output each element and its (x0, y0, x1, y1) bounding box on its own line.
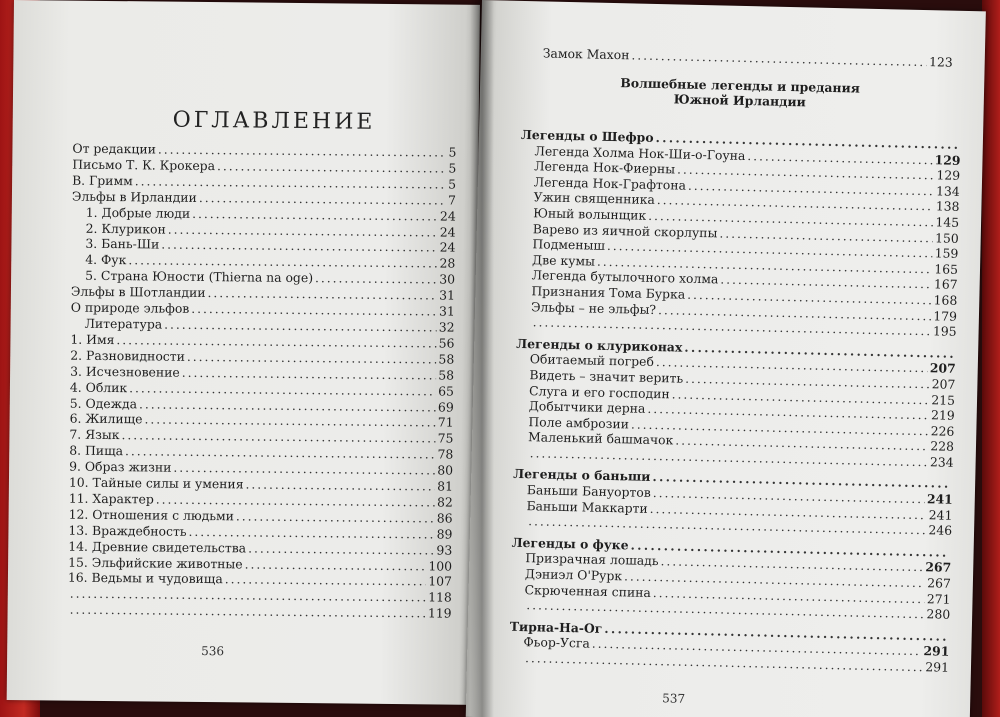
toc-entry-label: 1. Имя (70, 331, 115, 347)
toc-entry-label: Легенда Нок-Фиерны (534, 158, 676, 177)
toc-entry-page: 271 (926, 590, 951, 607)
toc-entry-page: 123 (928, 54, 953, 70)
book-gutter-shadow (470, 0, 494, 717)
toc-entry-label: 9. Образ жизни (69, 458, 172, 475)
toc-entry-label: Легенды о клуриконах (516, 335, 683, 355)
subtitle-line-1: Волшебные легенды и предания (620, 75, 861, 96)
toc-entry-page: 86 (436, 510, 453, 526)
toc-entry-page: 195 (932, 323, 957, 339)
toc-entry-label: Слуга и его господин (528, 382, 670, 401)
toc-entry-page: 165 (934, 261, 959, 277)
toc-entry-page: 134 (935, 183, 960, 199)
toc-entry-label: 5. Страна Юности (Thierna na oge) (85, 268, 314, 286)
toc-entry-label: Обитаемый погреб (529, 351, 655, 370)
toc-entry-page: 78 (437, 446, 454, 462)
section-subtitle (590, 74, 891, 111)
toc-entry-page: 58 (438, 351, 455, 367)
toc-entry-page: 291 (923, 643, 950, 660)
toc-entry-label: Две кумы (531, 251, 596, 269)
toc-entry-label: В. Гримм (72, 172, 133, 189)
toc-entry-page: 138 (935, 198, 960, 215)
toc-entry-label: 4. Облик (69, 379, 128, 395)
toc-entry-page: 291 (925, 659, 950, 675)
toc-entry-page: 118 (428, 589, 452, 605)
toc-entry-label: 2. Клурикон (85, 220, 166, 237)
toc-entry-label: Маленький башмачок (527, 429, 674, 448)
toc-entry-label: 16. Ведьмы и чудовища (67, 570, 223, 587)
toc-entry-label: Баньши Маккарти (526, 497, 648, 516)
toc-entry-page: 58 (438, 367, 455, 383)
toc-entry-page: 31 (439, 287, 456, 303)
toc-entry-label: 7. Язык (69, 426, 120, 443)
toc-entry-page: 145 (935, 214, 960, 230)
toc-entry-label: Легенда Нок-Графтона (533, 174, 687, 193)
toc-entry-page: 32 (438, 319, 455, 335)
toc-entry-label: Признания Тома Бурка (531, 283, 686, 302)
toc-entry-page: 219 (930, 407, 955, 423)
toc-entry-label: Юный волынщик (533, 205, 647, 223)
toc-entry-page: 81 (437, 478, 454, 494)
toc-entry-page: 241 (926, 491, 953, 507)
toc-entry-page: 241 (928, 506, 953, 523)
toc-entry-page: 7 (447, 192, 457, 208)
toc-entry-label: Письмо Т. К. Крокера (72, 156, 216, 174)
right-page (466, 0, 986, 717)
toc-entry-label: Подменыш (532, 236, 606, 254)
toc-entry-page: 246 (928, 522, 953, 539)
toc-entry-page: 167 (933, 276, 958, 293)
toc-entry-label: Легенда Холма Нок-Ши-о-Гоуна (534, 142, 746, 163)
toc-entry-castle (543, 45, 953, 70)
toc-entry-page: 215 (931, 391, 956, 408)
toc-entry-page: 71 (437, 414, 454, 431)
toc-entry-page: 5 (448, 160, 457, 176)
toc-entry-label: 12. Отношения с людьми (68, 506, 235, 524)
toc-entry-label: Дэниэл О'Рурк (524, 566, 623, 584)
toc-entry-page: 24 (439, 224, 456, 240)
toc-entry-label: Литература (84, 315, 163, 332)
toc-entry-label: Поле амброзии (528, 413, 630, 432)
toc-entry-page: 150 (934, 229, 959, 246)
toc-entry-label: 13. Враждебность (68, 522, 187, 539)
subtitle-line-2: Южной Ирландии (673, 91, 807, 110)
toc-entry-label: 14. Древние свидетельства (68, 538, 247, 556)
toc-entry-label: Скрюченная спина (524, 581, 652, 600)
toc-entry-page: 65 (438, 383, 455, 399)
page-number-left: 536 (201, 643, 225, 659)
toc-list-right (509, 121, 961, 675)
toc-entry-page: 31 (438, 303, 455, 319)
toc-entry-page: 24 (439, 208, 456, 224)
toc-entry-label: Фьор-Усга (523, 634, 590, 652)
dot-leader (631, 47, 927, 70)
toc-entry-page: 129 (936, 167, 961, 184)
toc-entry-label: 11. Характер (68, 490, 154, 507)
toc-list-left (68, 141, 457, 622)
toc-entry-page: 119 (427, 605, 452, 621)
toc-entry-page: 267 (925, 559, 952, 576)
book-cover-right-edge (982, 0, 1000, 717)
toc-entry-page: 75 (437, 430, 454, 446)
toc-entry-page: 5 (448, 144, 457, 160)
toc-entry-label: 3. Бань-Ши (85, 236, 160, 252)
toc-entry-page: 228 (930, 438, 955, 455)
toc-entry-page: 69 (437, 398, 454, 415)
toc-entry-label: Тирна-На-Ог (509, 618, 603, 636)
toc-entry-label: Видеть – значит верить (529, 367, 684, 386)
toc-entry-label: От редакции (72, 140, 156, 157)
toc-entry-label: Легенды о фуке (511, 534, 629, 553)
toc-entry-label: Замок Махон (542, 45, 630, 63)
toc-entry-page: 234 (929, 454, 954, 470)
toc-entry-page: 93 (436, 542, 453, 558)
toc-entry-page: 179 (933, 307, 958, 324)
toc-entry-page: 24 (439, 239, 456, 256)
toc-entry-page: 80 (437, 462, 454, 478)
toc-entry-page: 100 (428, 557, 453, 574)
toc-entry-page: 28 (439, 255, 456, 271)
toc-entry-label: Эльфы – не эльфы? (530, 298, 657, 317)
toc-entry-label: 4. Фук (85, 252, 127, 268)
toc-entry-page: 129 (934, 151, 961, 168)
toc-entry-label: Легенда бутылочного холма (531, 267, 719, 287)
toc-entry-label: Эльфы в Ирландии (71, 188, 197, 205)
toc-entry-label: 1. Добрые люди (85, 204, 191, 221)
toc-entry (68, 602, 452, 622)
toc-entry-page: 280 (926, 606, 951, 622)
toc-entry-label: Баньши Бануортов (526, 482, 651, 501)
toc-entry-label: О природе эльфов (70, 299, 190, 316)
toc-entry-label: Легенды о Шефро (520, 126, 654, 145)
toc-entry-label: Добытчики дерна (528, 398, 646, 416)
toc-entry-label: Ужин священника (533, 189, 655, 208)
toc-title: ОГЛАВЛЕНИЕ (172, 107, 376, 135)
toc-entry-page: 107 (428, 573, 453, 590)
toc-entry-page: 207 (931, 376, 956, 392)
toc-entry-label: Призрачная лошадь (525, 550, 659, 569)
toc-entry-page: 267 (927, 575, 952, 591)
toc-entry-page: 168 (933, 292, 958, 308)
toc-entry-label: 10. Тайные силы и умения (68, 474, 244, 492)
toc-entry-label: 15. Эльфийские животные (68, 554, 243, 571)
toc-entry-page: 30 (439, 271, 456, 287)
toc-entry-label: 5. Одежда (69, 395, 138, 411)
toc-entry-page: 226 (930, 422, 955, 439)
dot-leader (248, 540, 435, 558)
toc-entry-page: 159 (934, 245, 959, 262)
toc-entry-label: 6. Жилище (69, 411, 143, 427)
toc-entry-page: 5 (448, 176, 457, 192)
toc-entry-label: 2. Разновидности (70, 347, 185, 364)
page-number-right: 537 (662, 691, 686, 706)
toc-entry-page: 89 (436, 526, 453, 542)
dot-leader (70, 602, 426, 622)
toc-entry-page: 207 (929, 360, 956, 377)
toc-entry-page: 82 (436, 494, 453, 510)
dot-leader (245, 556, 427, 574)
left-page (7, 0, 480, 705)
toc-entry-label: Варево из яичной скорлупы (532, 220, 718, 240)
toc-entry-label: Эльфы в Шотландии (70, 283, 206, 301)
toc-entry-label: 3. Исчезновение (70, 363, 180, 380)
dot-leader (315, 270, 437, 287)
toc-entry-label: 8. Пища (69, 442, 124, 459)
toc-entry-page: 56 (438, 335, 455, 351)
toc-entry-label: Легенды о баньши (513, 466, 651, 485)
